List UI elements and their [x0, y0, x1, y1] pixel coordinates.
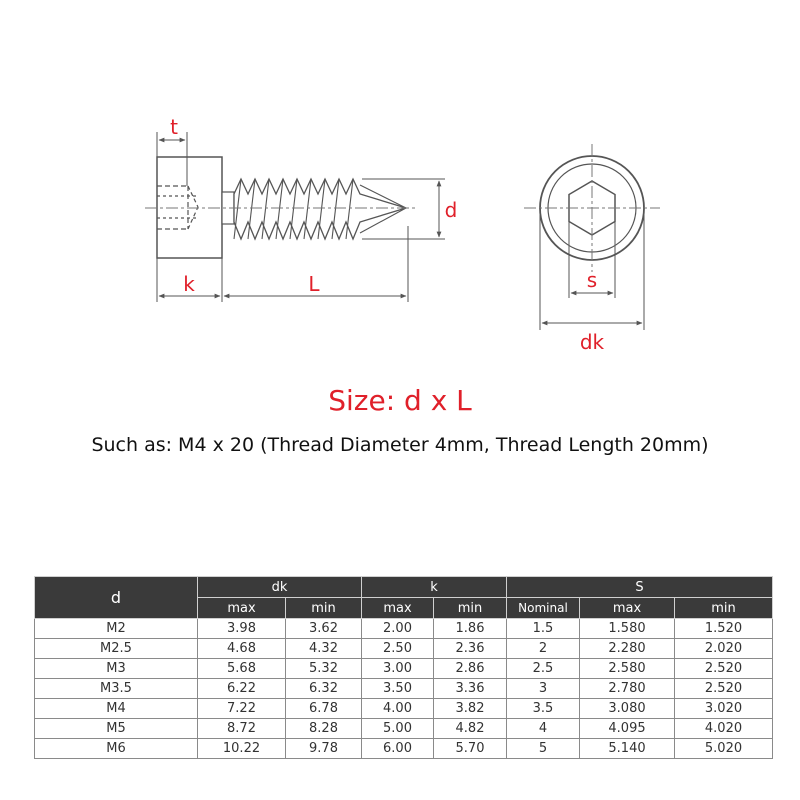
- label-L: L: [308, 272, 320, 296]
- table-cell: 5.32: [286, 659, 362, 679]
- table-cell: 2.00: [362, 619, 434, 639]
- table-cell: 1.580: [580, 619, 675, 639]
- table-cell: 1.5: [507, 619, 580, 639]
- screw-end-view: [524, 144, 660, 272]
- table-cell: 5.68: [198, 659, 286, 679]
- table-cell: 2.36: [434, 639, 507, 659]
- table-cell: 3.50: [362, 679, 434, 699]
- header-d: d: [35, 577, 198, 619]
- table-row: [35, 679, 773, 699]
- table-cell: 3.00: [362, 659, 434, 679]
- size-example: Such as: M4 x 20 (Thread Diameter 4mm, Thread Length 20mm): [91, 434, 709, 456]
- table-cell: 6.32: [286, 679, 362, 699]
- label-d: d: [444, 198, 458, 222]
- table-cell: 2.50: [362, 639, 434, 659]
- table-cell: 2.86: [434, 659, 507, 679]
- table-cell: M2: [35, 619, 198, 639]
- screw-thread: [234, 179, 406, 239]
- header-s-min: min: [675, 598, 773, 619]
- table-cell: 6.78: [286, 699, 362, 719]
- table-cell: 5.00: [362, 719, 434, 739]
- table-row: [35, 699, 773, 719]
- header-s-nominal: Nominal: [507, 598, 580, 619]
- table-cell: 4.68: [198, 639, 286, 659]
- header-k: k: [362, 577, 507, 598]
- screw-diagram: [0, 0, 800, 370]
- header-k-min: min: [434, 598, 507, 619]
- spec-table: [34, 576, 773, 759]
- header-dk-min: min: [286, 598, 362, 619]
- table-cell: 2.780: [580, 679, 675, 699]
- table-cell: 4.00: [362, 699, 434, 719]
- table-cell: 5.020: [675, 739, 773, 759]
- table-cell: 2.020: [675, 639, 773, 659]
- table-cell: 2.580: [580, 659, 675, 679]
- header-k-max: max: [362, 598, 434, 619]
- table-cell: 3.5: [507, 699, 580, 719]
- label-s: s: [586, 268, 598, 292]
- table-cell: 2.5: [507, 659, 580, 679]
- spec-table-body: [35, 619, 773, 759]
- header-s-max: max: [580, 598, 675, 619]
- table-row: [35, 659, 773, 679]
- table-cell: 5.70: [434, 739, 507, 759]
- table-cell: 3.98: [198, 619, 286, 639]
- table-cell: M3.5: [35, 679, 198, 699]
- table-cell: M2.5: [35, 639, 198, 659]
- screw-side-view: [145, 157, 415, 258]
- table-cell: M3: [35, 659, 198, 679]
- label-dk: dk: [579, 330, 605, 354]
- table-cell: 4: [507, 719, 580, 739]
- table-cell: 5.140: [580, 739, 675, 759]
- label-k: k: [183, 272, 195, 296]
- table-cell: 3: [507, 679, 580, 699]
- table-cell: M4: [35, 699, 198, 719]
- header-s: S: [507, 577, 773, 598]
- table-cell: M6: [35, 739, 198, 759]
- table-cell: 6.22: [198, 679, 286, 699]
- table-cell: 10.22: [198, 739, 286, 759]
- label-t: t: [170, 115, 178, 139]
- table-cell: 2.520: [675, 679, 773, 699]
- header-dk: dk: [198, 577, 362, 598]
- table-cell: 2.520: [675, 659, 773, 679]
- header-dk-max: max: [198, 598, 286, 619]
- table-cell: 2.280: [580, 639, 675, 659]
- table-cell: 9.78: [286, 739, 362, 759]
- table-cell: 2: [507, 639, 580, 659]
- table-cell: 4.095: [580, 719, 675, 739]
- table-cell: 8.28: [286, 719, 362, 739]
- table-cell: 4.020: [675, 719, 773, 739]
- table-cell: 4.32: [286, 639, 362, 659]
- table-cell: 3.62: [286, 619, 362, 639]
- table-cell: 4.82: [434, 719, 507, 739]
- table-cell: 6.00: [362, 739, 434, 759]
- table-cell: 1.86: [434, 619, 507, 639]
- table-cell: 8.72: [198, 719, 286, 739]
- table-cell: 7.22: [198, 699, 286, 719]
- size-title: Size: d x L: [328, 384, 472, 417]
- table-row: [35, 619, 773, 639]
- table-cell: 1.520: [675, 619, 773, 639]
- table-cell: 5: [507, 739, 580, 759]
- table-row: [35, 719, 773, 739]
- table-cell: M5: [35, 719, 198, 739]
- table-cell: 3.080: [580, 699, 675, 719]
- table-cell: 3.82: [434, 699, 507, 719]
- table-cell: 3.020: [675, 699, 773, 719]
- table-cell: 3.36: [434, 679, 507, 699]
- table-row: [35, 739, 773, 759]
- table-row: [35, 639, 773, 659]
